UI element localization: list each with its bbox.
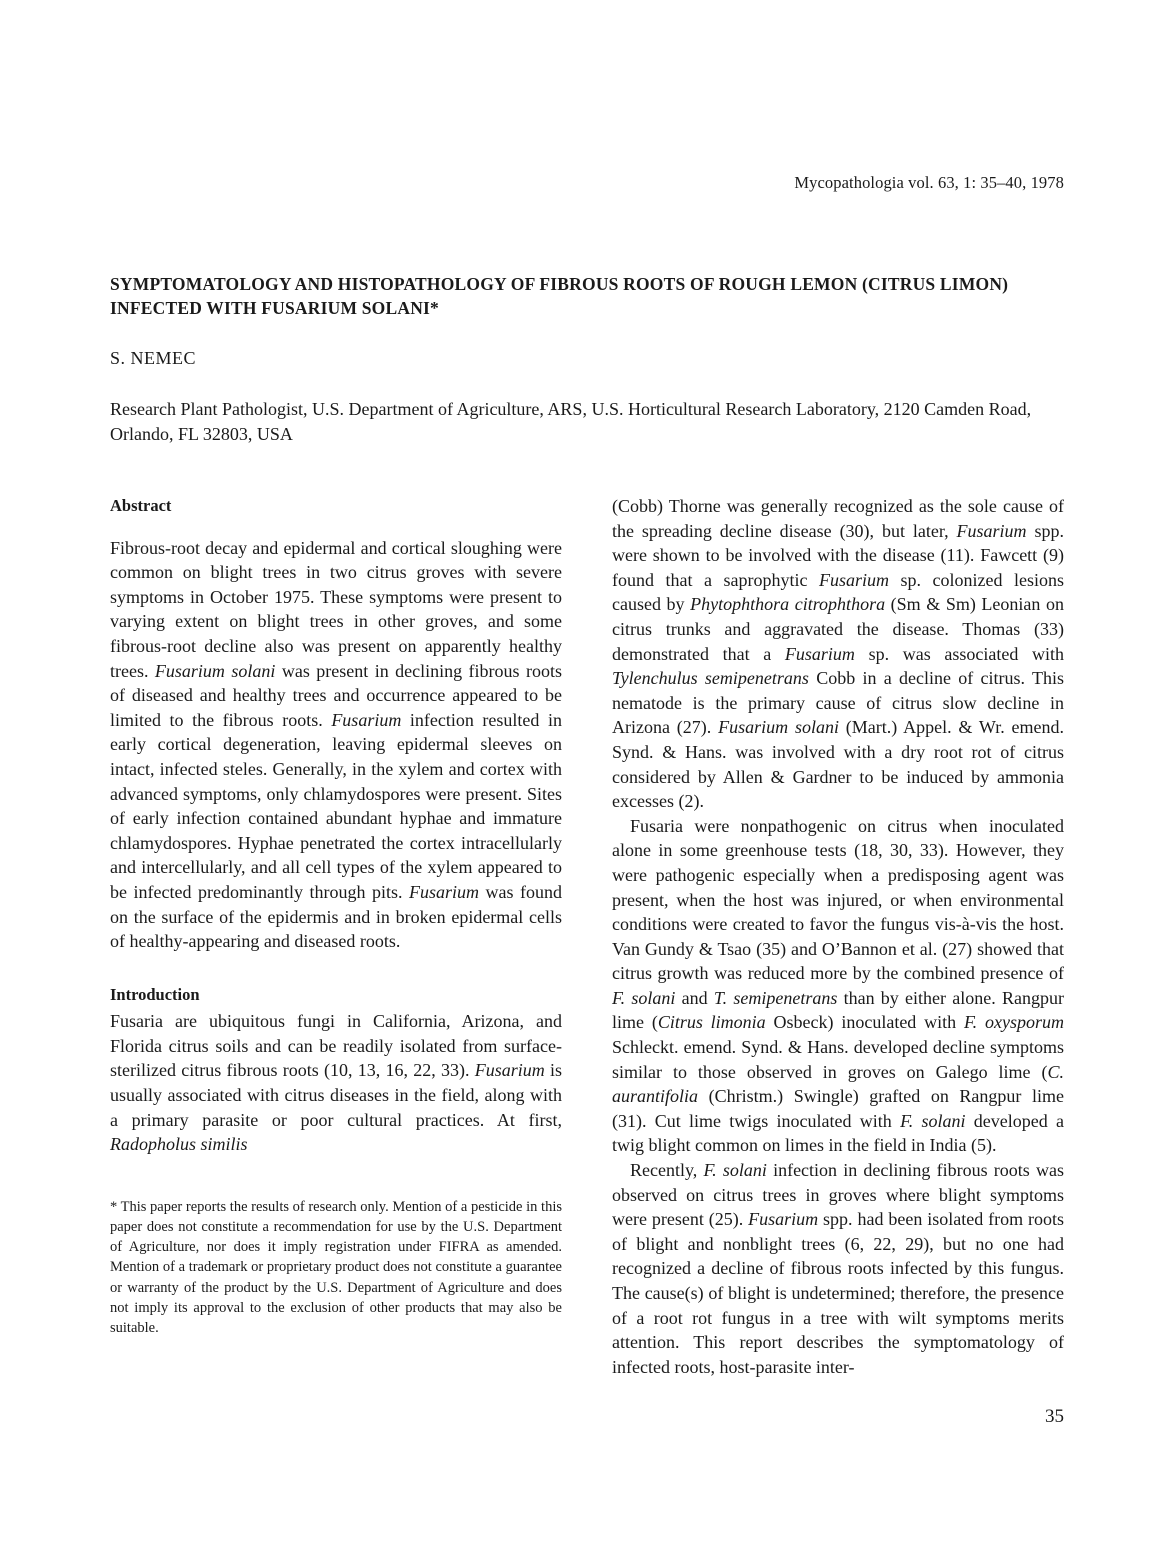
paper-title [110,272,1070,320]
right-column [612,494,1064,1379]
page-number: 35 [1045,1406,1064,1427]
abstract-text: Fibrous-root decay and epidermal and cortical sloughing were common on blight trees in two citrus groves with severe symptoms in October 1975. These symptoms were present to varying extent on blight trees in other groves, and some fibrous-root decline also was present on apparently healthy trees. Fusarium solani was present in declining fibrous roots of diseased and healthy trees and occurrence appeared to be limited to the fibrous roots. Fusarium infection resulted in early cortical degeneration, leaving epidermal sleeves on intact, infected steles. Generally, in the xylem and cortex with advanced symptoms, only chlamydospores were present. Sites of early infection contained abundant hyphae and immature chlamydospores. Hyphae penetrated the cortex intracellularly and intercellularly, and all cell types of the xylem appeared to be infected predominantly through pits. Fusarium was found on the surface of the epidermis and in broken epidermal cells of healthy-appearing and diseased roots. [110,537,562,952]
title-line-1: SYMPTOMATOLOGY AND HISTOPATHOLOGY OF FIBROUS ROOTS OF ROUGH LEMON (CITRUS LIMON) [110,274,1009,294]
journal-citation: Mycopathologia vol. 63, 1: 35–40, 1978 [794,173,1064,192]
footnote: * This paper reports the results of research only. Mention of a pesticide in this paper does not constitute a recommendation for use by the U.S. Department of Agriculture, nor does it imply registration under FIFRA as amended. Mention of a trademark or proprietary product does not constitute a guarantee or warranty of the product by the U.S. Department of Agriculture and does not imply its approval to the exclusion of other products that may also be suitable. [110,1198,562,1337]
author-affiliation: Research Plant Pathologist, U.S. Department of Agriculture, ARS, U.S. Horticultural Research Laboratory, 2120 Camden Road, Orlando, FL 32803, USA [110,399,1032,444]
title-line-2: INFECTED WITH FUSARIUM SOLANI* [110,298,439,318]
author-name: S. NEMEC [110,348,197,368]
intro-paragraph-2: Fusaria were nonpathogenic on citrus when inoculated alone in some greenhouse tests (18, 30, 33). However, they were pathogenic especially when a predisposing agent was present, when the host was injured, or when environmental conditions were created to favor the fungus vis-à-vis the host. Van Gundy & Tsao (35) and O’Bannon et al. (27) showed that citrus growth was reduced more by the combined presence of F. solani and T. semipenetrans than by either alone. Rangpur lime (Citrus limonia Osbeck) inoculated with F. oxysporum Schleckt. emend. Synd. & Hans. developed decline symptoms similar to those observed in groves on Galego lime (C. aurantifolia (Christm.) Swingle) grafted on Rangpur lime (31). Cut lime twigs inoculated with F. solani developed a twig blight common on limes in the field in India (5). [612,815,1065,1156]
intro-paragraph-1-continued: (Cobb) Thorne was generally recognized as the sole cause of the spreading decline disease (30), but later, Fusarium spp. were shown to be involved with the disease (11). Fawcett (9) found that a saprophytic Fusarium sp. colonized lesions caused by Phytophthora citrophthora (Sm & Sm) Leonian on citrus trunks and aggravated the disease. Thomas (33) demonstrated that a Fusarium sp. was associated with Tylenchulus semipenetrans Cobb in a decline of citrus. This nematode is the primary cause of citrus slow decline in Arizona (27). Fusarium solani (Mart.) Appel. & Wr. emend. Synd. & Hans. was involved with a dry root rot of citrus considered by Allen & Gardner to be induced by ammonia excesses (2). [612,496,1064,812]
intro-paragraph-1-start: Fusaria are ubiquitous fungi in California, Arizona, and Florida citrus soils and can be readily isolated from surface-sterilized citrus fibrous roots (10, 13, 16, 22, 33). Fusarium is usually associated with citrus diseases in the field, along with a primary parasite or poor cultural practices. At first, Radopholus similis [110,1011,562,1155]
left-column [110,494,562,1338]
abstract-heading: Abstract [110,496,172,515]
intro-paragraph-3: Recently, F. solani infection in declining fibrous roots was observed on citrus trees in groves where blight symptoms were present (25). Fusarium spp. had been isolated from roots of blight and nonblight trees (6, 22, 29), but no one had recognized a decline of fibrous roots infected by this fungus. The cause(s) of blight is undetermined; therefore, the presence of a root rot fungus in a tree with wilt symptoms merits attention. This report describes the symptomatology of infected roots, host-parasite inter- [612,1160,1064,1377]
introduction-heading: Introduction [110,984,200,1004]
